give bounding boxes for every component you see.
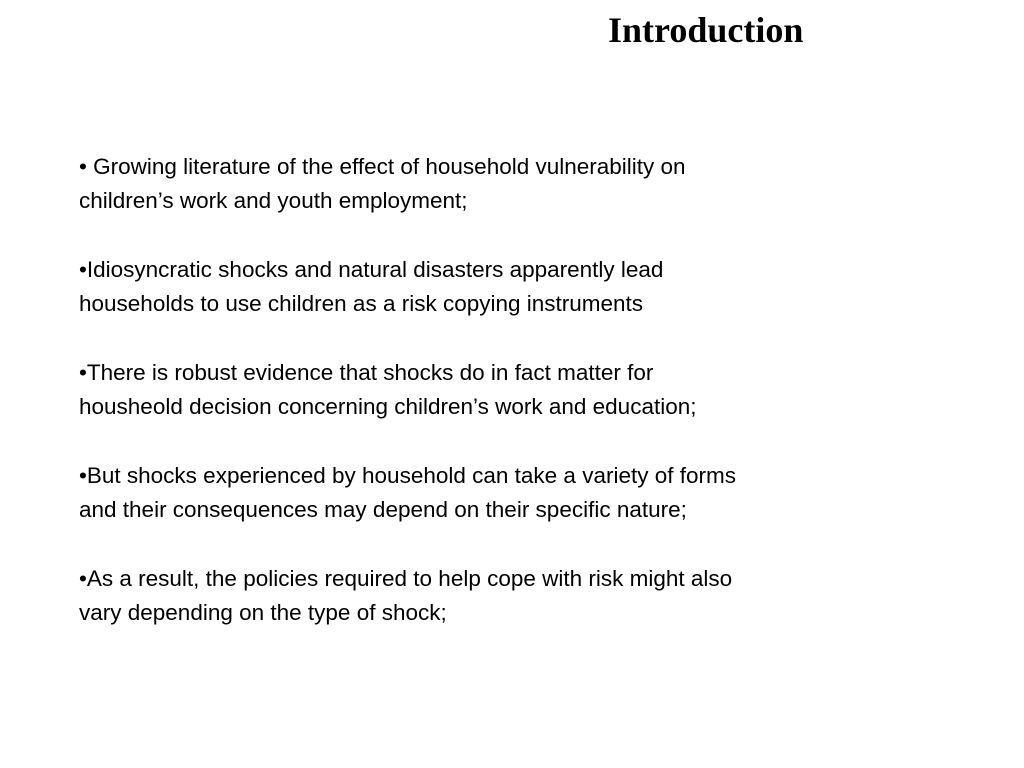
bullet-line: housheold decision concerning children’s work and education;	[79, 394, 697, 419]
bullet-line: •Idiosyncratic shocks and natural disasters apparently lead	[79, 257, 664, 282]
bullet-paragraph	[79, 150, 879, 218]
bullet-paragraph	[79, 459, 879, 527]
bullet-line: vary depending on the type of shock;	[79, 600, 447, 625]
bullet-line: •But shocks experienced by household can take a variety of forms	[79, 463, 736, 488]
bullet-line: •There is robust evidence that shocks do in fact matter for	[79, 360, 654, 385]
bullet-line: children’s work and youth employment;	[79, 188, 468, 213]
bullet-line: and their consequences may depend on their specific nature;	[79, 497, 687, 522]
bullet-paragraph	[79, 356, 879, 424]
bullet-paragraph	[79, 253, 879, 321]
slide-title: Introduction	[608, 10, 804, 50]
bullet-line: • Growing literature of the effect of household vulnerability on	[79, 154, 686, 179]
bullet-line: •As a result, the policies required to help cope with risk might also	[79, 566, 733, 591]
bullet-line: households to use children as a risk copying instruments	[79, 291, 644, 316]
bullet-paragraph	[79, 562, 879, 630]
slide-body	[79, 150, 879, 665]
